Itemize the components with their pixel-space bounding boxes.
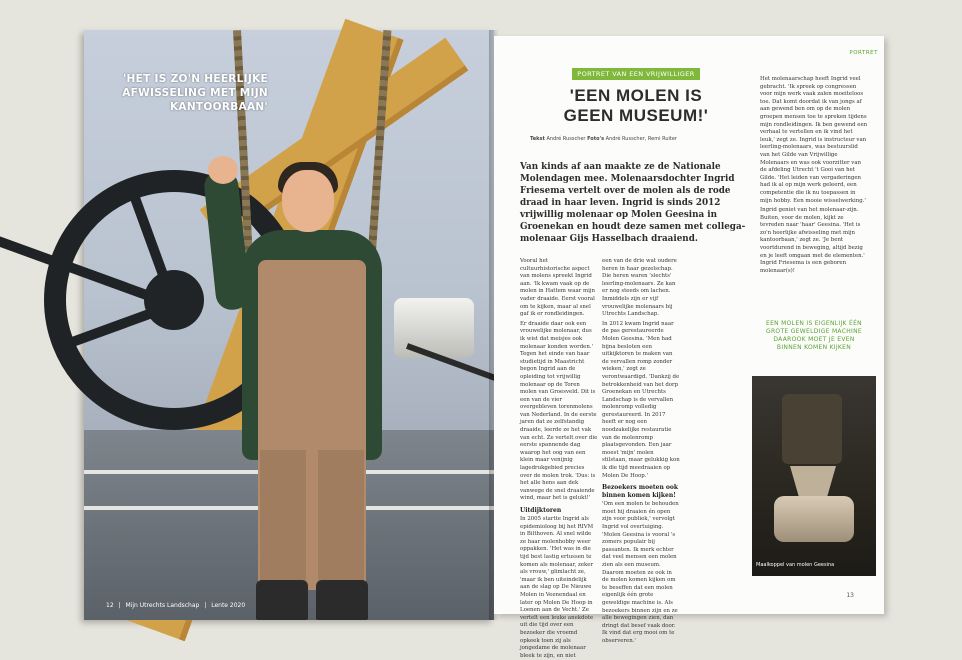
body-column-2	[602, 258, 680, 644]
millstone	[774, 496, 854, 542]
credit-text-label: Tekst	[530, 136, 545, 142]
body-paragraph: Ingrid geniet van het molenaar-zijn. Buiten, voor de molen, kijkt ze tevreden naar 'haar' Geesina. 'Het is zo'n heerlijke afwisseling met mijn kantoorbaan,' zegt ze. 'Je bent voortdurend in beweging, altijd bezig en je leeft omgaan met de elementen.' Ingrid Friesema is een geboren molenaar(s)!	[760, 207, 865, 274]
boot	[316, 580, 368, 620]
body-paragraph: een van de drie wat oudere heren in haar gezelschap. Die heren waren 'slechts' leerling-molenaars. Ze kan er nog steeds om lachen. Inmiddels zijn er vijf vrouwelijke molenaars bij Utrechts Landschap.	[602, 258, 677, 318]
footer-separator: |	[118, 602, 121, 609]
body-column-3	[760, 76, 868, 306]
body-column-1	[520, 258, 598, 659]
subheading: Bezoekers moeten ook binnen komen kijken!	[602, 484, 679, 500]
credit-photo-label: Foto's	[587, 136, 605, 142]
left-pull-quote: 'HET IS ZO'N HEERLIJKE AFWISSELING MET MIJN KANTOORBAAN'	[122, 73, 268, 113]
face	[282, 170, 334, 232]
credit-text-author: André Russcher	[546, 136, 586, 142]
magazine-spread	[84, 30, 884, 659]
right-page-number: 13	[846, 592, 854, 599]
body-paragraph: Het molenaarschap heeft Ingrid veel gebracht. 'Ik spreek op congressen voor mijn werk vaak zalen moeiteloos toe. Dat komt doordat ik van jongs af aan gewend ben om op de molen groepen mensen toe te spreken tijdens mijn rondleidingen. Ik ben gewend een verhaal te vertellen en ik vind het leuk,' zegt ze. Ingrid is instructeur van leerling-molenaars, was bestuurslid van het Gilde van Vrijwillige Molenaars en was ook voorzitter van de afdeling Utrecht 't Gooi van het Gilde. 'Het leiden van vergaderingen had ik al op mijn werk geleerd, een competentie die ik nu toepassen in mijn hobby. Een mooie wisselwerking.'	[760, 76, 868, 204]
right-page-article	[494, 36, 884, 659]
body-paragraph: In 2012 kwam Ingrid naar de pas gerestaureerde Molen Geesina. 'Men had bijna besloten een uitkijktoren te maken van de vervallen romp zonder wieken,' zegt ze verontwaardigd. 'Dankzij de betrokkenheid van het dorp Groenekan en Utrechts Landschap is de vervallen molenromp volledig gerestaureerd. In 2017 heeft er nog een noodzakelijke restauratie van de molenromp plaatsgevonden. Een jaar moest 'mijn' molen stilstaan, maar gelukkig kon ik die tijd meedraaien op Molen De Hoop.'	[602, 320, 680, 479]
footer-separator: |	[204, 602, 207, 609]
subheading: Uitdijktoren	[520, 507, 562, 514]
left-page-footer	[106, 602, 248, 609]
overall-leg	[318, 450, 364, 600]
hand	[208, 156, 238, 184]
mill-hopper	[790, 466, 836, 498]
left-page-number: 12	[106, 602, 114, 609]
millstone-photo	[752, 376, 876, 576]
issue-name: Lente 2020	[211, 602, 246, 609]
magazine-name: Mijn Utrechts Landschap	[125, 602, 200, 609]
section-tag: PORTRET	[849, 50, 878, 56]
article-credits	[530, 136, 677, 142]
left-page-photo	[84, 30, 494, 620]
overall-leg	[260, 450, 306, 600]
mill-machinery	[782, 394, 842, 464]
article-intro: Van kinds af aan maakte ze de Nationale Molendagen mee. Molenaarsdochter Ingrid Friesema vertelt over de molen als de rode draad in haar leven. Ingrid is sinds 2012 vrijwillig molenaar op Molen Geesina in Groenekan en houdt deze samen met collega-molenaar Gijs Hasselbach draaiend.	[520, 162, 746, 244]
wheel-hub	[144, 270, 204, 330]
body-paragraph: Vooral het cultuurhistorische aspect van molens spreekt Ingrid aan. 'Ik kwam vaak op de molen in Hattem waar mijn vader draaide. Eerst vooral om te kijken, maar al snel gaf ik er rondleidingen.	[520, 258, 595, 318]
body-paragraph: 'Om een molen te behouden moet hij draaien én open zijn voor publiek,' vervolgt Ingrid vol overtuiging. 'Molen Geesina is vooral 's zomers populair bij passanten. Ik merk echter dat veel mensen een molen zien als een museum. Daarom moeten ze ook in de molen komen kijken om te beseffen dat een molen eigenlijk één grote geweldige machine is. Als bezoekers binnen zijn en ze alle bewegingen zien, dan dringt dat besef vaak door. Ik vind dat erg mooi om te observeren.'	[602, 501, 679, 644]
article-category-label: PORTRET VAN EEN VRIJWILLIGER	[572, 68, 700, 80]
body-paragraph: In 2005 startte Ingrid als epidemioloog bij het RIVM in Bilthoven. Al snel wilde ze haar molenhobby weer oppakken. 'Het was in die tijd best lastig ertussen te komen als molenaar, zeker als vrouw,' glimlacht ze, 'maar ik ben uiteindelijk aan de slag op De Nieuwe Molen in Veenendaal en later op Molen De Hoop in Loenen aan de Vecht.' Ze vertelt een leuke anekdote uit die tijd over een bezoeker die vroemd opkeek toen zij als jongedame de molenaar bleek te zijn, en niet	[520, 516, 594, 659]
boot	[256, 580, 308, 620]
body-paragraph: Er draaide daar ook een vrouwelijke molenaar, dus ik wist dat meisjes ook molenaar konden worden.' Tegen het einde van haar studietijd in Maastricht begon Ingrid aan de opleiding tot vrijwillig molenaar op de Toren molen van Groesveld. Dit is een van de vier overgebleven torenmolens van Nederland. In de eerste jaren dat ze zelfstandig draaide, leerde ze het vak van echt. Ze vertelt over die eerste spannende dag waarop het oog van een klein maar venijnig lagedrukgebied precies over de molen trok. 'Dus: is het alle hens aan dek vanwege de snel draaiende wind, maar het is gelukt!'	[520, 320, 598, 502]
photo-caption: Maalkoppel van molen Geesina	[756, 562, 835, 568]
right-pull-quote: EEN MOLEN IS EIGENLIJK ÉÉN GROTE GEWELDIGE MACHINE DAAROOK MOET JE EVEN BINNEN KOMEN KIJKEN	[766, 320, 862, 351]
article-headline: 'EEN MOLEN IS GEEN MUSEUM!'	[563, 86, 709, 125]
credit-photo-author: André Russcher, Remi Ruiter	[605, 136, 677, 142]
miller-portrait	[204, 150, 424, 620]
